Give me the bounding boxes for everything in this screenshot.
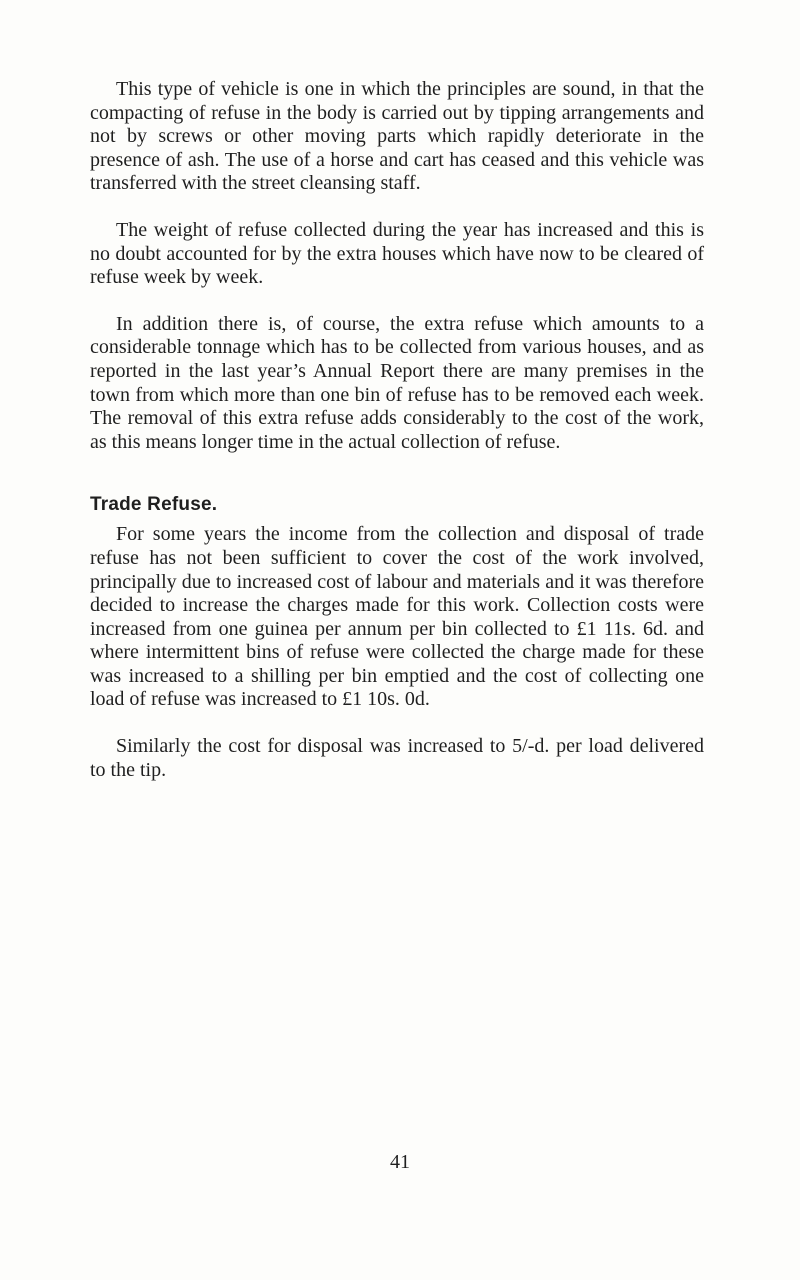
paragraph-disposal-cost: Similarly the cost for disposal was increased to 5/-d. per load delivered to the tip. (90, 735, 704, 781)
page-body (90, 78, 704, 782)
paragraph-vehicle: This type of vehicle is one in which the principles are sound, in that the compacting of refuse in the body is carried out by tipping arrangements and not by screws or other moving parts which rapidly deteriorate in the presence of ash. The use of a horse and cart has ceased and this vehicle was transferred with the street cleansing staff. (90, 78, 704, 195)
paragraph-trade-refuse-charges: For some years the income from the collection and disposal of trade refuse has not been sufficient to cover the cost of the work involved, principally due to increased cost of labour and materials and it was therefore decided to increase the charges made for this work. Collection costs were increased from one guinea per annum per bin collected to £1 11s. 6d. and where intermittent bins of refuse were collected the charge made for these was increased to a shilling per bin emptied and the cost of collecting one load of refuse was increased to £1 10s. 0d. (90, 523, 704, 711)
section-heading-trade-refuse: Trade Refuse. (90, 494, 218, 516)
paragraph-refuse-weight: The weight of refuse collected during the year has increased and this is no doubt accounted for by the extra houses which have now to be cleared of refuse week by week. (90, 218, 704, 289)
paragraph-extra-refuse: In addition there is, of course, the extra refuse which amounts to a considerable tonnage which has to be collected from various houses, and as reported in the last year’s Annual Report there are many premises in the town from which more than one bin of refuse has to be removed each week. The removal of this extra refuse adds considerably to the cost of the work, as this means longer time in the actual collection of refuse. (90, 312, 704, 453)
page-number: 41 (390, 1151, 410, 1173)
